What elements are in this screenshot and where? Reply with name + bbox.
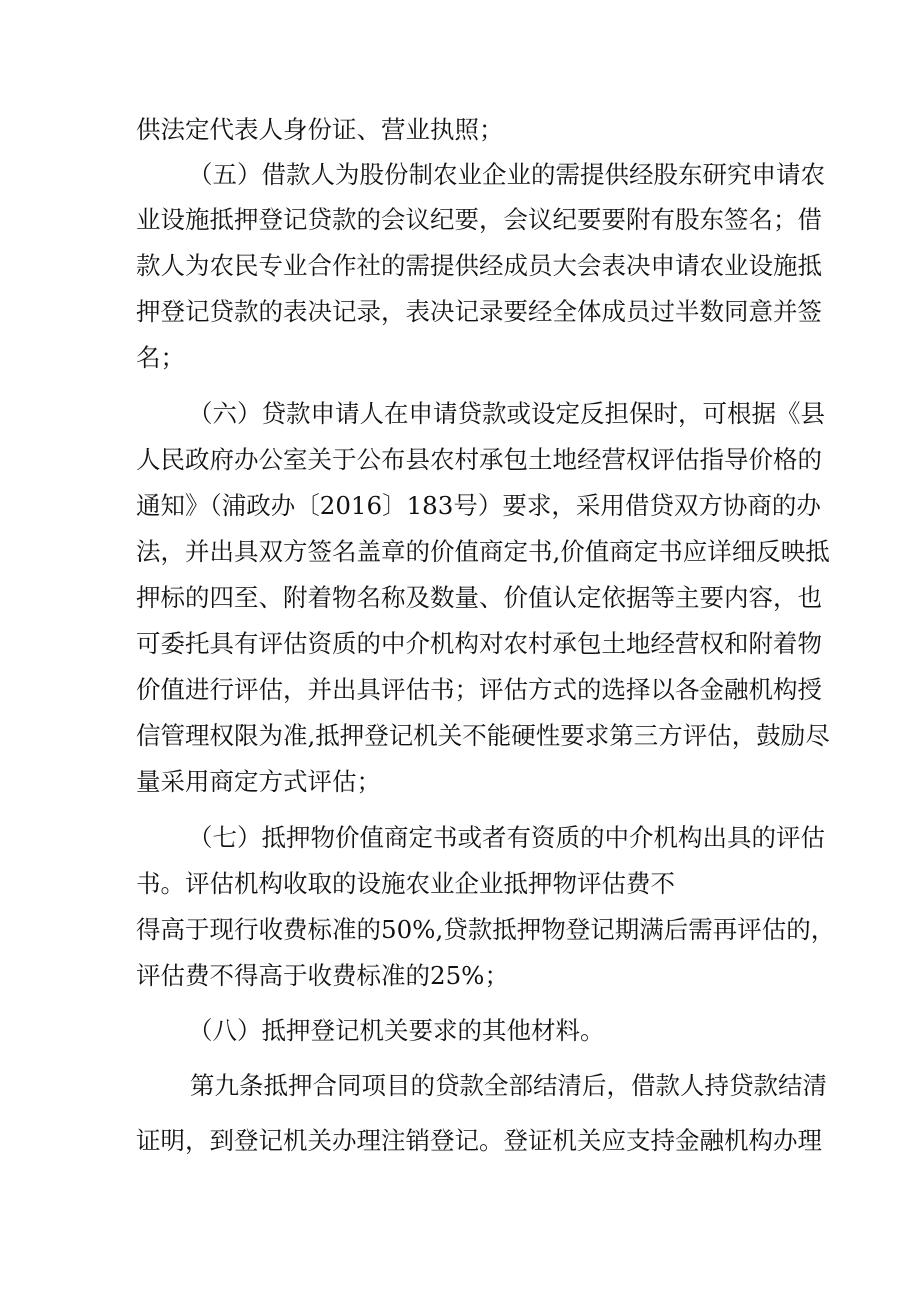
text-line: （六）贷款申请人在申请贷款或设定反担保时，可根据《县	[188, 399, 825, 428]
text-line: 名；	[136, 343, 185, 372]
text-line: 通知》（浦政办〔2016〕183号）要求，采用借贷双方协商的办	[136, 491, 821, 520]
text-line: 书。评估机构收取的设施农业企业抵押物评估费不	[136, 869, 675, 898]
text-line: 业设施抵押登记贷款的会议纪要，会议纪要要附有股东签名；借	[136, 205, 822, 234]
text-line: 评估费不得高于收费标准的25%；	[136, 961, 509, 990]
text-line: 供法定代表人身份证、营业执照；	[136, 115, 504, 144]
text-line: 款人为农民专业合作社的需提供经成员大会表决申请农业设施抵	[136, 251, 822, 280]
text-line: （八）抵押登记机关要求的其他材料。	[188, 1016, 605, 1045]
text-line: （七）抵押物价值商定书或者有资质的中介机构出具的评估	[188, 823, 825, 852]
text-line: 信管理权限为准,抵押登记机关不能硬性要求第三方评估，鼓励尽	[136, 721, 830, 750]
text-line: 人民政府办公室关于公布县农村承包土地经营权评估指导价格的	[136, 445, 822, 474]
text-line: 法，并出具双方签名盖章的价值商定书,价值商定书应详细反映抵	[136, 537, 830, 566]
text-line: （五）借款人为股份制农业企业的需提供经股东研究申请农	[188, 160, 825, 189]
text-line: 证明，到登记机关办理注销登记。登证机关应支持金融机构办理	[136, 1126, 822, 1155]
text-line: 押标的四至、附着物名称及数量、价值认定依据等主要内容，也	[136, 583, 822, 612]
text-line: 押登记贷款的表决记录，表决记录要经全体成员过半数同意并签	[136, 297, 822, 326]
text-line: 得高于现行收费标准的50%,贷款抵押物登记期满后需再评估的，	[136, 915, 836, 944]
text-line: 可委托具有评估资质的中介机构对农村承包土地经营权和附着物	[136, 629, 822, 658]
text-line: 第九条抵押合同项目的贷款全部结清后，借款人持贷款结清	[190, 1071, 827, 1100]
text-line: 价值进行评估，并出具评估书；评估方式的选择以各金融机构授	[136, 675, 822, 704]
text-line: 量采用商定方式评估；	[136, 767, 381, 796]
